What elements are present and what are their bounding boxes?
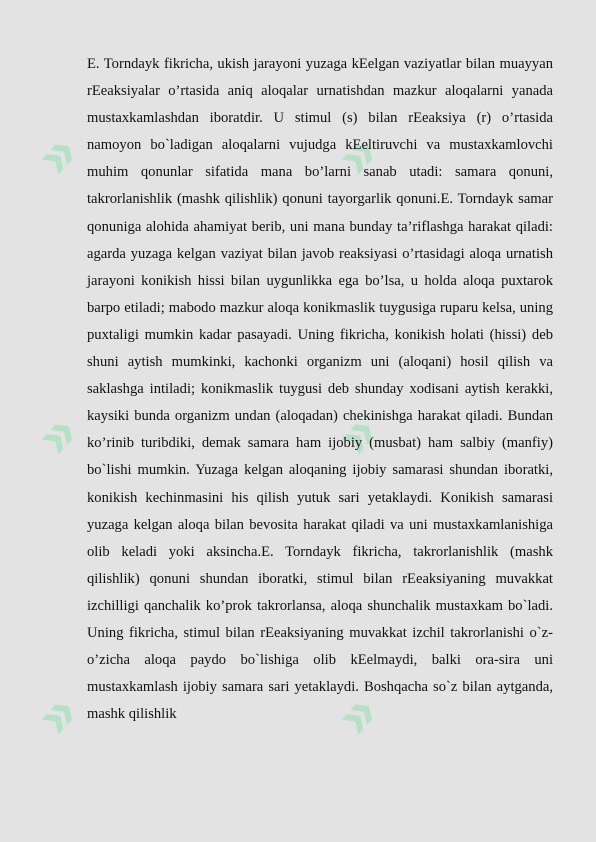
watermark-mark: »	[321, 679, 392, 748]
watermark-mark: »	[321, 119, 392, 188]
watermark-mark: »	[21, 399, 92, 468]
body-paragraph: E. Torndayk fikricha, ukish jarayoni yuzaga kEelgan vaziyatlar bilan muayyan rEeaksiyalar o’rtasida aniq aloqalar urnatishdan mazkur aloqalarni yanada mustaxkamlashdan iboratdir. U stimul (s) bilan rEeaksiya (r) o’rtasida namoyon bo`ladigan aloqalarni vujudga kEeltiruvchi va mustaxkamlovchi muhim qonunlar sifatida mana bo’larni sanab utadi: samara qonuni, takrorlanishlik (mashk qilishlik) qonuni tayorgarlik qonuni.E. Torndayk samar qonuniga alohida ahamiyat berib, uni mana bunday ta’riflashga harakat qiladi: agarda yuzaga kelgan vaziyat bilan javob reaksiyasi o’rtasidagi aloqa urnatish jarayoni konikish hissi bilan uygunlikka ega bo’lsa, u holda aloqa puxtarok barpo etiladi; mabodo mazkur aloqa konikmaslik tuygusiga ruparu kelsa, uning puxtaligi mumkin kadar pasayadi. Uning fikricha, konikish holati (hissi) deb shuni aytish mumkinki, kachonki organizm uni (aloqani) hosil qilish va saklashga intiladi; konikmaslik tuygusi deb shunday xodisani aytish kerakki, kaysiki bunda organizm undan (aloqadan) chekinishga harakat qiladi. Bundan ko’rinib turibdiki, demak samara ham ijobiy (musbat) ham salbiy (manfiy) bo`lishi mumkin. Yuzaga kelgan aloqaning ijobiy samarasi shundan iboratki, konikish kechinmasini his qilish yutuk sari yetaklaydi. Konikish samarasi yuzaga kelgan aloqa bilan bevosita harakat qiladi va uni mustaxkamlanishiga olib keladi yoki aksincha.E. Torndayk fikricha, takrorlanishlik (mashk qilishlik) qonuni shundan iboratki, stimul bilan rEeaksiyaning muvakkat izchilligi qanchalik ko’prok takrorlansa, aloqa shunchalik mustaxkam bo`ladi. Uning fikricha, stimul bilan rEeaksiyaning muvakkat izchil takrorlanishi o`z-o’zicha aloqa paydo bo`lishiga olib kEelmaydi, balki ora-sira uni mustaxkamlash ijobiy samara sari yetaklaydi. Boshqacha so`z bilan aytganda, mashk qilishlik	[87, 56, 553, 723]
watermark-mark: »	[321, 399, 392, 468]
watermark-mark: »	[21, 679, 92, 748]
watermark-mark: »	[21, 119, 92, 188]
